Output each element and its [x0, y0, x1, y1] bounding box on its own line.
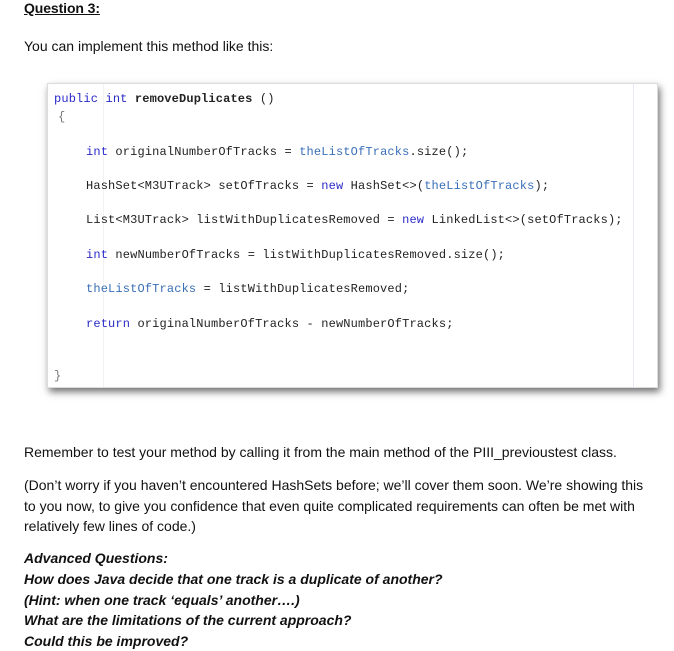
code-keyword: return	[86, 317, 131, 331]
code-line-3	[86, 213, 623, 227]
code-text: originalNumberOfTracks =	[108, 145, 300, 159]
intro-text: You can implement this method like this:	[24, 38, 274, 54]
advanced-question-2: What are the limitations of the current approach?	[24, 612, 352, 628]
code-text: );	[534, 179, 550, 193]
code-text: List<M3UTrack> listWithDuplicatesRemoved =	[86, 213, 403, 227]
code-text: newNumberOfTracks = listWithDuplicatesRemoved.size();	[108, 248, 506, 262]
code-keyword: new	[321, 179, 344, 193]
code-text: originalNumberOfTracks - newNumberOfTracks;	[130, 317, 454, 331]
code-text: HashSet<>(	[343, 179, 425, 193]
code-line-2	[86, 179, 549, 193]
code-keyword: public	[54, 92, 99, 106]
code-field: theListOfTracks	[299, 145, 410, 159]
code-line-6	[86, 317, 454, 331]
code-line-5	[86, 282, 409, 296]
code-keyword: int	[86, 145, 109, 159]
code-signature	[54, 92, 275, 106]
advanced-question-1: How does Java decide that one track is a duplicate of another?	[24, 571, 443, 587]
code-caret-line	[633, 84, 634, 387]
code-text: LinkedList<>(setOfTracks);	[424, 213, 623, 227]
code-open-brace: {	[58, 110, 66, 124]
code-keyword: int	[105, 92, 128, 106]
code-field: theListOfTracks	[424, 179, 535, 193]
code-line-4	[86, 248, 505, 262]
advanced-title: Advanced Questions:	[24, 550, 168, 566]
code-line-1	[86, 145, 468, 159]
question-heading: Question 3:	[24, 0, 100, 16]
code-field: theListOfTracks	[86, 282, 197, 296]
dont-worry-paragraph: (Don’t worry if you haven’t encountered HashSets before; we’ll cover them soon. We’re showing this to you now, to give you confidence that even quite complicated requirements can often be met with relatively few lines of code.)	[24, 477, 644, 534]
code-text: = listWithDuplicatesRemoved;	[196, 282, 410, 296]
advanced-question-3: Could this be improved?	[24, 633, 189, 649]
code-text: .size();	[409, 145, 469, 159]
code-keyword: new	[402, 213, 425, 227]
code-text: ()	[252, 92, 275, 106]
code-close-brace: }	[54, 369, 62, 383]
advanced-hint: (Hint: when one track ‘equals’ another….)	[24, 592, 300, 608]
code-keyword: int	[86, 248, 109, 262]
code-text: HashSet<M3UTrack> setOfTracks =	[86, 179, 322, 193]
code-screenshot	[47, 83, 658, 388]
remember-paragraph: Remember to test your method by calling it from the main method of the PIII_previoustest class.	[24, 444, 617, 460]
code-gutter-rule	[103, 84, 104, 387]
code-method-name: removeDuplicates	[134, 92, 253, 106]
